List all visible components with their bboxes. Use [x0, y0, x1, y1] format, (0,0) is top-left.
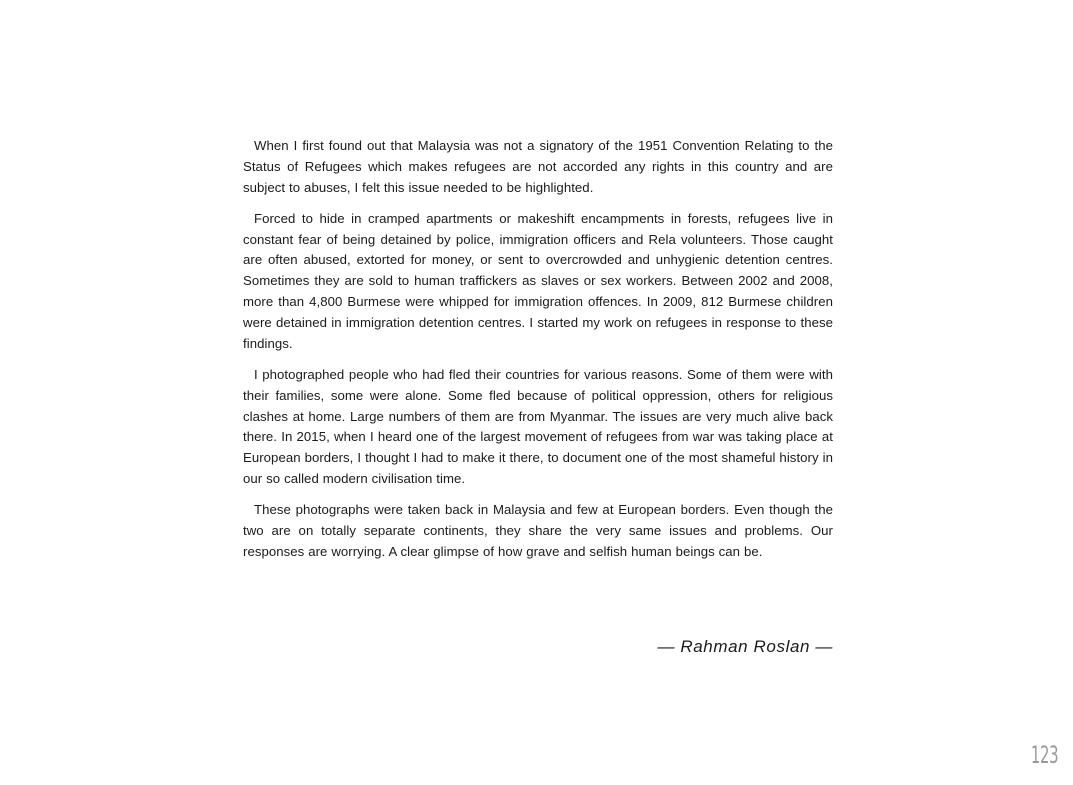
page-number: 123 — [1030, 741, 1058, 769]
paragraph-2: Forced to hide in cramped apartments or makeshift encampments in forests, refugees live in constant fear of being detained by police, immigration officers and Rela volunteers. Those caught are often abused, extorted for money, or sent to overcrowded and unhygienic detention centres. Sometimes they are sold to human traffickers as slaves or sex workers. Between 2002 and 2008, more than 4,800 Burmese were whipped for immigration offences. In 2009, 812 Burmese children were detained in immigration detention centres. I started my work on refugees in response to these findings. — [243, 210, 833, 351]
paragraph-1: When I first found out that Malaysia was not a signatory of the 1951 Convention Relating to the Status of Refugees which makes refugees are not accorded any rights in this country and are subject to abuses, I felt this issue needed to be highlighted. — [243, 138, 833, 195]
author-signature: — Rahman Roslan — — [657, 637, 833, 656]
paragraph-4: These photographs were taken back in Malaysia and few at European borders. Even though the two are on totally separate continents, they share the very same issues and problems. Our responses are worrying. A clear glimpse of how grave and selfish human beings can be. — [243, 502, 833, 559]
paragraph-3: I photographed people who had fled their countries for various reasons. Some of them were with their families, some were alone. Some fled because of political oppression, others for religious clashes at home. Large numbers of them are from Myanmar. The issues are very much alive back there. In 2015, when I heard one of the largest movement of refugees from war was taking place at European borders, I thought I had to make it there, to document one of the most shameful history in our so called modern civilisation time. — [243, 366, 833, 486]
body-text — [243, 136, 833, 573]
